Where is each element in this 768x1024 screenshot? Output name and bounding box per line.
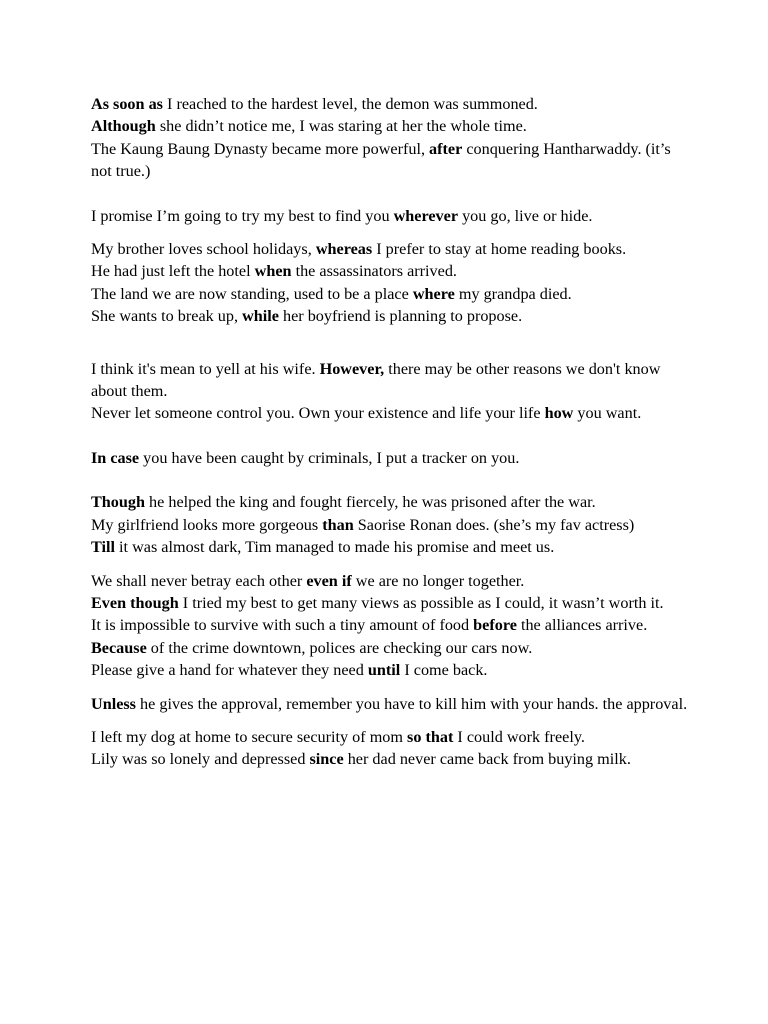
conjunction-keyword: whereas	[315, 240, 373, 259]
conjunction-keyword: before	[473, 616, 517, 635]
sentence-paragraph	[91, 659, 691, 681]
sentence-paragraph	[91, 748, 691, 770]
sentence-text: the alliances arrive.	[516, 616, 648, 635]
sentence-text: I prefer to stay at home reading books.	[372, 240, 627, 259]
document-page	[91, 93, 691, 771]
sentence-text: she didn’t notice me, I was staring at her the whole time.	[155, 117, 527, 136]
sentence-paragraph	[91, 614, 691, 636]
conjunction-keyword: until	[367, 661, 401, 680]
conjunction-keyword: after	[429, 139, 463, 158]
paragraph-spacer	[91, 715, 691, 726]
conjunction-keyword: Although	[91, 117, 156, 136]
conjunction-keyword: while	[242, 307, 279, 326]
sentence-text: her dad never came back from buying milk.	[343, 750, 631, 769]
sentence-paragraph	[91, 283, 691, 305]
sentence-text: The Kaung Baung Dynasty became more powerful,	[91, 139, 430, 158]
sentence-text: Lily was so lonely and depressed	[91, 750, 310, 769]
sentence-paragraph	[91, 570, 691, 592]
conjunction-keyword: Unless	[91, 694, 136, 713]
conjunction-keyword: how	[544, 404, 574, 423]
conjunction-keyword: even if	[306, 571, 352, 590]
sentence-paragraph	[91, 447, 691, 469]
conjunction-keyword: In case	[91, 448, 140, 467]
sentence-text: my grandpa died.	[454, 284, 572, 303]
sentence-paragraph	[91, 115, 691, 137]
sentence-text: Never let someone control you. Own your existence and life your life	[91, 404, 545, 423]
conjunction-keyword: Because	[91, 638, 147, 657]
sentence-text: We shall never betray each other	[91, 571, 307, 590]
conjunction-keyword: As soon as	[91, 95, 163, 113]
sentence-text: My brother loves school holidays,	[91, 240, 316, 259]
conjunction-keyword: when	[254, 262, 292, 281]
paragraph-spacer	[91, 425, 691, 447]
sentence-paragraph	[91, 93, 691, 115]
sentence-text: The land we are now standing, used to be a place	[91, 284, 413, 303]
sentence-paragraph	[91, 260, 691, 282]
sentence-text: He had just left the hotel	[91, 262, 255, 281]
sentence-paragraph	[91, 693, 691, 715]
sentence-text: the assassinators arrived.	[291, 262, 457, 281]
sentence-text: her boyfriend is planning to propose.	[278, 307, 523, 326]
sentence-paragraph	[91, 205, 691, 227]
sentence-text: I promise I’m going to try my best to find you	[91, 206, 394, 225]
sentence-paragraph	[91, 402, 691, 424]
sentence-paragraph	[91, 726, 691, 748]
sentence-text: Saorise Ronan does. (she’s my fav actress)	[353, 515, 635, 534]
conjunction-keyword: than	[322, 515, 354, 534]
sentence-text: I could work freely.	[453, 727, 585, 746]
sentence-text: there may be other reasons we don't know about them.	[91, 359, 661, 401]
conjunction-keyword: wherever	[393, 206, 459, 225]
conjunction-keyword: since	[309, 750, 344, 769]
sentence-text: we are no longer together.	[351, 571, 525, 590]
paragraph-spacer	[91, 183, 691, 205]
sentence-paragraph	[91, 491, 691, 513]
conjunction-keyword: Though	[91, 493, 145, 512]
conjunction-keyword: so that	[407, 727, 454, 746]
sentence-paragraph	[91, 514, 691, 536]
sentence-paragraph	[91, 305, 691, 327]
paragraph-spacer	[91, 469, 691, 491]
paragraph-spacer	[91, 682, 691, 693]
conjunction-keyword: where	[412, 284, 455, 303]
sentence-text: he gives the approval, remember you have to kill him with your hands. the approval.	[135, 694, 688, 713]
paragraph-spacer	[91, 559, 691, 570]
sentence-text: you want.	[573, 404, 642, 423]
sentence-text: I come back.	[400, 661, 488, 680]
sentence-text: I reached to the hardest level, the demon was summoned.	[162, 95, 538, 113]
sentence-text: of the crime downtown, polices are checking our cars now.	[146, 638, 533, 657]
paragraph-spacer	[91, 328, 691, 358]
sentence-paragraph	[91, 592, 691, 614]
sentence-paragraph	[91, 358, 691, 403]
sentence-paragraph	[91, 238, 691, 260]
sentence-paragraph	[91, 637, 691, 659]
sentence-text: I think it's mean to yell at his wife.	[91, 359, 320, 378]
paragraph-spacer	[91, 227, 691, 238]
sentence-text: he helped the king and fought fiercely, he was prisoned after the war.	[145, 493, 596, 512]
sentence-text: it was almost dark, Tim managed to made his promise and meet us.	[115, 538, 555, 557]
sentence-text: conquering Hantharwaddy. (it’s not true.)	[91, 139, 671, 181]
conjunction-keyword: Even though	[91, 593, 179, 612]
conjunction-keyword: However,	[319, 359, 385, 378]
sentence-text: I left my dog at home to secure security of mom	[91, 727, 408, 746]
sentence-paragraph	[91, 138, 691, 183]
sentence-text: you go, live or hide.	[458, 206, 593, 225]
sentence-text: Please give a hand for whatever they need	[91, 661, 368, 680]
sentence-text: My girlfriend looks more gorgeous	[91, 515, 323, 534]
sentence-paragraph	[91, 536, 691, 558]
sentence-text: I tried my best to get many views as possible as I could, it wasn’t worth it.	[178, 593, 664, 612]
conjunction-keyword: Till	[91, 538, 115, 557]
sentence-text: you have been caught by criminals, I put a tracker on you.	[139, 448, 520, 467]
sentence-text: She wants to break up,	[91, 307, 243, 326]
sentence-text: It is impossible to survive with such a tiny amount of food	[91, 616, 474, 635]
